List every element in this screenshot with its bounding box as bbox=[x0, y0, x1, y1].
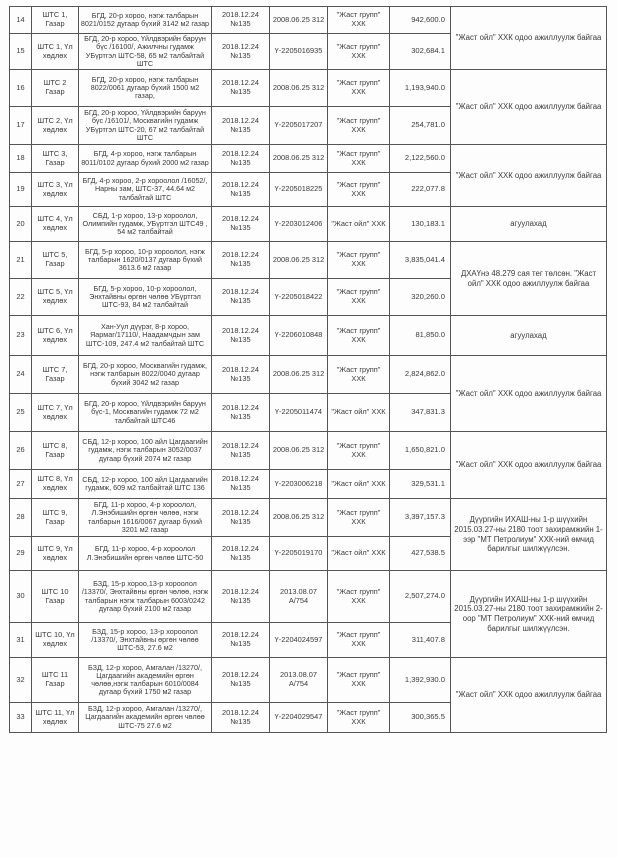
amount: 1,650,821.0 bbox=[390, 432, 451, 470]
table-row bbox=[10, 356, 607, 394]
owner: "Жаст групп" ХХК bbox=[328, 279, 390, 316]
certificate: 2013.08.07 А/754 bbox=[270, 571, 328, 623]
amount: 81,850.0 bbox=[390, 316, 451, 356]
certificate: 2008.06.25 312 bbox=[270, 432, 328, 470]
row-number: 21 bbox=[10, 242, 32, 279]
certificate: Ү-2205019170 bbox=[270, 537, 328, 571]
decision-date: 2018.12.24 №135 bbox=[212, 537, 270, 571]
note-cell: "Жаст ойл" ХХК одоо ажиллуулж байгаа bbox=[451, 145, 607, 207]
asset-description: Хан-Уул дүүрэг, 8-р хороо, Яармаг/17110/, Наадамчдын зам ШТС-109, 247.4 м2 талбайтай ШТС bbox=[79, 316, 212, 356]
asset-description: БГД, 11-р хороо, 4-р хороолол, Л.Энэбишийн өргөн чөлөө, нэгж талбарын 1616/0067 дугаар бүхий 3201 м2 газар bbox=[79, 499, 212, 537]
amount: 347,831.3 bbox=[390, 394, 451, 432]
amount: 302,684.1 bbox=[390, 34, 451, 70]
asset-description: БЗД, 15-р хороо, 13-р хороолол /13370/, Энхтайвны өргөн чөлөө ШТС-53, 27.6 м2 bbox=[79, 623, 212, 658]
asset-description: БГД, 5-р хороо, 10-р хороолол, нэгж талбарын 1620/0137 дугаар бүхий 3613.6 м2 газар bbox=[79, 242, 212, 279]
asset-description: БГД, 11-р хороо, 4-р хороолол Л.Энэбишийн өргөн чөлөө ШТС-50 bbox=[79, 537, 212, 571]
asset-name: ШТС 4, Үл хөдлөх bbox=[32, 207, 79, 242]
certificate: Ү-2204029547 bbox=[270, 703, 328, 733]
amount: 2,507,274.0 bbox=[390, 571, 451, 623]
asset-table bbox=[9, 6, 607, 733]
note-cell: ДХАҮнэ 48.279 сая тег төлсөн. "Жаст ойл" ХХК одоо ажиллуулж байгаа bbox=[451, 242, 607, 316]
row-number: 23 bbox=[10, 316, 32, 356]
amount: 1,193,940.0 bbox=[390, 70, 451, 107]
decision-date: 2018.12.24 №135 bbox=[212, 623, 270, 658]
asset-name: ШТС 1, Үл хөдлөх bbox=[32, 34, 79, 70]
asset-name: ШТС 5, Үл хөдлөх bbox=[32, 279, 79, 316]
asset-name: ШТС 2, Үл хөдлөх bbox=[32, 107, 79, 145]
asset-name: ШТС 9, Газар bbox=[32, 499, 79, 537]
amount: 300,365.5 bbox=[390, 703, 451, 733]
owner: "Жаст групп" ХХК bbox=[328, 242, 390, 279]
row-number: 15 bbox=[10, 34, 32, 70]
certificate: 2008.06.25 312 bbox=[270, 7, 328, 34]
asset-name: ШТС 6, Үл хөдлөх bbox=[32, 316, 79, 356]
amount: 427,538.5 bbox=[390, 537, 451, 571]
table-row bbox=[10, 207, 607, 242]
decision-date: 2018.12.24 №135 bbox=[212, 145, 270, 173]
note-cell: "Жаст ойл" ХХК одоо ажиллуулж байгаа bbox=[451, 432, 607, 499]
certificate: 2013.08.07 А/754 bbox=[270, 658, 328, 703]
owner: "Жаст групп" ХХК bbox=[328, 145, 390, 173]
certificate: Ү-2205017207 bbox=[270, 107, 328, 145]
table-row bbox=[10, 242, 607, 279]
amount: 942,600.0 bbox=[390, 7, 451, 34]
owner: "Жаст групп" ХХК bbox=[328, 316, 390, 356]
decision-date: 2018.12.24 №135 bbox=[212, 70, 270, 107]
owner: "Жаст групп" ХХК bbox=[328, 107, 390, 145]
note-cell: "Жаст ойл" ХХК одоо ажиллуулж байгаа bbox=[451, 658, 607, 733]
owner: "Жаст ойл" ХХК bbox=[328, 537, 390, 571]
asset-name: ШТС 8, Газар bbox=[32, 432, 79, 470]
certificate: Ү-2205018225 bbox=[270, 173, 328, 207]
certificate: Ү-2206010848 bbox=[270, 316, 328, 356]
owner: "Жаст групп" ХХК bbox=[328, 7, 390, 34]
asset-name: ШТС 10 Газар bbox=[32, 571, 79, 623]
owner: "Жаст групп" ХХК bbox=[328, 571, 390, 623]
owner: "Жаст ойл" ХХК bbox=[328, 470, 390, 499]
note-cell: Дүүргийн ИХАШ-ны 1-р шүүхийн 2015.03.27-ны 2180 тоот захирамжийн 2-оор "МТ Петролиум" ХХК-ний өмчид барилгыг шилжүүлсэн. bbox=[451, 571, 607, 658]
note-cell: "Жаст ойл" ХХК одоо ажиллуулж байгаа bbox=[451, 70, 607, 145]
table-row bbox=[10, 658, 607, 703]
amount: 311,407.8 bbox=[390, 623, 451, 658]
asset-description: БЗД, 12-р хороо, Амгалан /13270/, Цагдаагийн академийн өргөн чөлөө ШТС-75 27.6 м2 bbox=[79, 703, 212, 733]
owner: "Жаст групп" ХХК bbox=[328, 658, 390, 703]
asset-name: ШТС 10, Үл хөдлөх bbox=[32, 623, 79, 658]
asset-description: БГД, 20-р хороо, Үйлдвэрийн баруун бүс-1, Москвагийн гудамж 72 м2 талбайтай ШТС46 bbox=[79, 394, 212, 432]
asset-description: БГД, 20-р хороо, нэгж талбарын 8022/0061 дугаар бүхий 1500 м2 газар, bbox=[79, 70, 212, 107]
decision-date: 2018.12.24 №135 bbox=[212, 107, 270, 145]
decision-date: 2018.12.24 №135 bbox=[212, 173, 270, 207]
asset-name: ШТС 7, Үл хөдлөх bbox=[32, 394, 79, 432]
amount: 3,835,041.4 bbox=[390, 242, 451, 279]
decision-date: 2018.12.24 №135 bbox=[212, 470, 270, 499]
asset-description: БГД, 4-р хороо, нэгж талбарын 8011/0102 дугаар бүхий 2000 м2 газар bbox=[79, 145, 212, 173]
table-row bbox=[10, 571, 607, 623]
asset-name: ШТС 8, Үл хөдлөх bbox=[32, 470, 79, 499]
owner: "Жаст групп" ХХК bbox=[328, 356, 390, 394]
decision-date: 2018.12.24 №135 bbox=[212, 658, 270, 703]
table-row bbox=[10, 145, 607, 173]
asset-description: СБД, 1-р хороо, 13-р хороолол, Олимпийн гудамж, УБүртгэл ШТС49 , 54 м2 талбайтай bbox=[79, 207, 212, 242]
asset-description: БГД, 4-р хороо, 2-р хороолол /16052/, Нарны зам, ШТС-37, 44.64 м2 талбайтай ШТС bbox=[79, 173, 212, 207]
row-number: 31 bbox=[10, 623, 32, 658]
note-cell: агуулахад bbox=[451, 316, 607, 356]
amount: 329,531.1 bbox=[390, 470, 451, 499]
owner: "Жаст групп" ХХК bbox=[328, 623, 390, 658]
certificate: Ү-2205011474 bbox=[270, 394, 328, 432]
asset-name: ШТС 11 Газар bbox=[32, 658, 79, 703]
owner: "Жаст ойл" ХХК bbox=[328, 394, 390, 432]
asset-name: ШТС 3, Газар bbox=[32, 145, 79, 173]
certificate: 2008.06.25 312 bbox=[270, 145, 328, 173]
row-number: 30 bbox=[10, 571, 32, 623]
row-number: 32 bbox=[10, 658, 32, 703]
decision-date: 2018.12.24 №135 bbox=[212, 394, 270, 432]
asset-description: БГД, 20-р хороо, Москвагийн гудамж, нэгж талбарын 8022/0040 дугаар бүхий 3042 м2 газар bbox=[79, 356, 212, 394]
row-number: 28 bbox=[10, 499, 32, 537]
asset-description: СБД, 12-р хороо, 100 айл Цагдаагийн гудамж, 609 м2 талбайтай ШТС 136 bbox=[79, 470, 212, 499]
asset-description: СБД, 12-р хороо, 100 айл Цагдаагийн гудамж, нэгж талбарын 3052/0037 дугаар бүхий 2074 м2 газар bbox=[79, 432, 212, 470]
table-row bbox=[10, 432, 607, 470]
row-number: 20 bbox=[10, 207, 32, 242]
asset-name: ШТС 11, Үл хөдлөх bbox=[32, 703, 79, 733]
table-row bbox=[10, 499, 607, 537]
certificate: 2008.06.25 312 bbox=[270, 356, 328, 394]
certificate: Ү-2205018422 bbox=[270, 279, 328, 316]
row-number: 18 bbox=[10, 145, 32, 173]
certificate: Ү-2203006218 bbox=[270, 470, 328, 499]
decision-date: 2018.12.24 №135 bbox=[212, 207, 270, 242]
asset-name: ШТС 7, Газар bbox=[32, 356, 79, 394]
row-number: 29 bbox=[10, 537, 32, 571]
certificate: Ү-2204024597 bbox=[270, 623, 328, 658]
decision-date: 2018.12.24 №135 bbox=[212, 356, 270, 394]
amount: 130,183.1 bbox=[390, 207, 451, 242]
certificate: 2008.06.25 312 bbox=[270, 70, 328, 107]
owner: "Жаст групп" ХХК bbox=[328, 703, 390, 733]
certificate: Ү-2203012406 bbox=[270, 207, 328, 242]
asset-description: БГД, 20-р хороо, Үйлдвэрийн баруун бүс /16101/, Москвагийн гудамж УБүртгэл ШТС-20, 67 м2 талбайтай ШТС bbox=[79, 107, 212, 145]
certificate: 2008.06.25 312 bbox=[270, 499, 328, 537]
decision-date: 2018.12.24 №135 bbox=[212, 432, 270, 470]
amount: 1,392,930.0 bbox=[390, 658, 451, 703]
asset-name: ШТС 9, Үл хөдлөх bbox=[32, 537, 79, 571]
row-number: 24 bbox=[10, 356, 32, 394]
row-number: 33 bbox=[10, 703, 32, 733]
row-number: 16 bbox=[10, 70, 32, 107]
note-cell: агуулахад bbox=[451, 207, 607, 242]
owner: "Жаст групп" ХХК bbox=[328, 34, 390, 70]
asset-name: ШТС 3, Үл хөдлөх bbox=[32, 173, 79, 207]
certificate: 2008.06.25 312 bbox=[270, 242, 328, 279]
decision-date: 2018.12.24 №135 bbox=[212, 279, 270, 316]
table-row bbox=[10, 7, 607, 34]
asset-description: БЗД, 15-р хороо,13-р хороолол /13370/, Энхтайвны өргөн чөлөө, нэгж талбарын нэгж талбарын 6003/0242 дугаар бүхий 2100 м2 газар bbox=[79, 571, 212, 623]
owner: "Жаст групп" ХХК bbox=[328, 173, 390, 207]
row-number: 17 bbox=[10, 107, 32, 145]
row-number: 19 bbox=[10, 173, 32, 207]
decision-date: 2018.12.24 №135 bbox=[212, 703, 270, 733]
asset-name: ШТС 2 Газар bbox=[32, 70, 79, 107]
amount: 2,122,560.0 bbox=[390, 145, 451, 173]
decision-date: 2018.12.24 №135 bbox=[212, 34, 270, 70]
asset-description: БЗД, 12-р хороо, Амгалан /13270/, Цагдаагийн академийн өргөн чөлөө,нэгж талбарын 6010/0084 дугаар бүхий 1750 м2 газар bbox=[79, 658, 212, 703]
asset-name: ШТС 5, Газар bbox=[32, 242, 79, 279]
decision-date: 2018.12.24 №135 bbox=[212, 499, 270, 537]
asset-description: БГД, 20-р хороо, Үйлдвэрийн баруун бүс /16100/, Ажилчны гудамж УБүртгэл ШТС-58, 65 м2 талбайтай ШТС bbox=[79, 34, 212, 70]
table-row bbox=[10, 70, 607, 107]
table-row bbox=[10, 316, 607, 356]
decision-date: 2018.12.24 №135 bbox=[212, 7, 270, 34]
note-cell: "Жаст ойл" ХХК одоо ажиллуулж байгаа bbox=[451, 7, 607, 70]
decision-date: 2018.12.24 №135 bbox=[212, 242, 270, 279]
amount: 2,824,862.0 bbox=[390, 356, 451, 394]
certificate: Ү-2205016935 bbox=[270, 34, 328, 70]
asset-description: БГД, 5-р хороо, 10-р хороолол, Энхтайвны өргөн чөлөө УБүртгэл ШТС-93, 84 м2 талбайтай bbox=[79, 279, 212, 316]
note-cell: Дүүргийн ИХАШ-ны 1-р шүүхийн 2015.03.27-ны 2180 тоот захирамжийн 1-ээр "МТ Петролиум" ХХК-ний өмчид барилгыг шилжүүлсэн. bbox=[451, 499, 607, 571]
row-number: 14 bbox=[10, 7, 32, 34]
note-cell: "Жаст ойл" ХХК одоо ажиллуулж байгаа bbox=[451, 356, 607, 432]
owner: "Жаст групп" ХХК bbox=[328, 432, 390, 470]
asset-name: ШТС 1, Газар bbox=[32, 7, 79, 34]
decision-date: 2018.12.24 №135 bbox=[212, 316, 270, 356]
row-number: 22 bbox=[10, 279, 32, 316]
owner: "Жаст групп" ХХК bbox=[328, 499, 390, 537]
amount: 3,397,157.3 bbox=[390, 499, 451, 537]
amount: 320,260.0 bbox=[390, 279, 451, 316]
owner: "Жаст ойл" ХХК bbox=[328, 207, 390, 242]
asset-description: БГД, 20-р хороо, нэгж талбарын 8021/0152 дугаар бүхий 3142 м2 газар bbox=[79, 7, 212, 34]
amount: 254,781.0 bbox=[390, 107, 451, 145]
owner: "Жаст групп" ХХК bbox=[328, 70, 390, 107]
row-number: 25 bbox=[10, 394, 32, 432]
row-number: 26 bbox=[10, 432, 32, 470]
amount: 222,077.8 bbox=[390, 173, 451, 207]
row-number: 27 bbox=[10, 470, 32, 499]
decision-date: 2018.12.24 №135 bbox=[212, 571, 270, 623]
